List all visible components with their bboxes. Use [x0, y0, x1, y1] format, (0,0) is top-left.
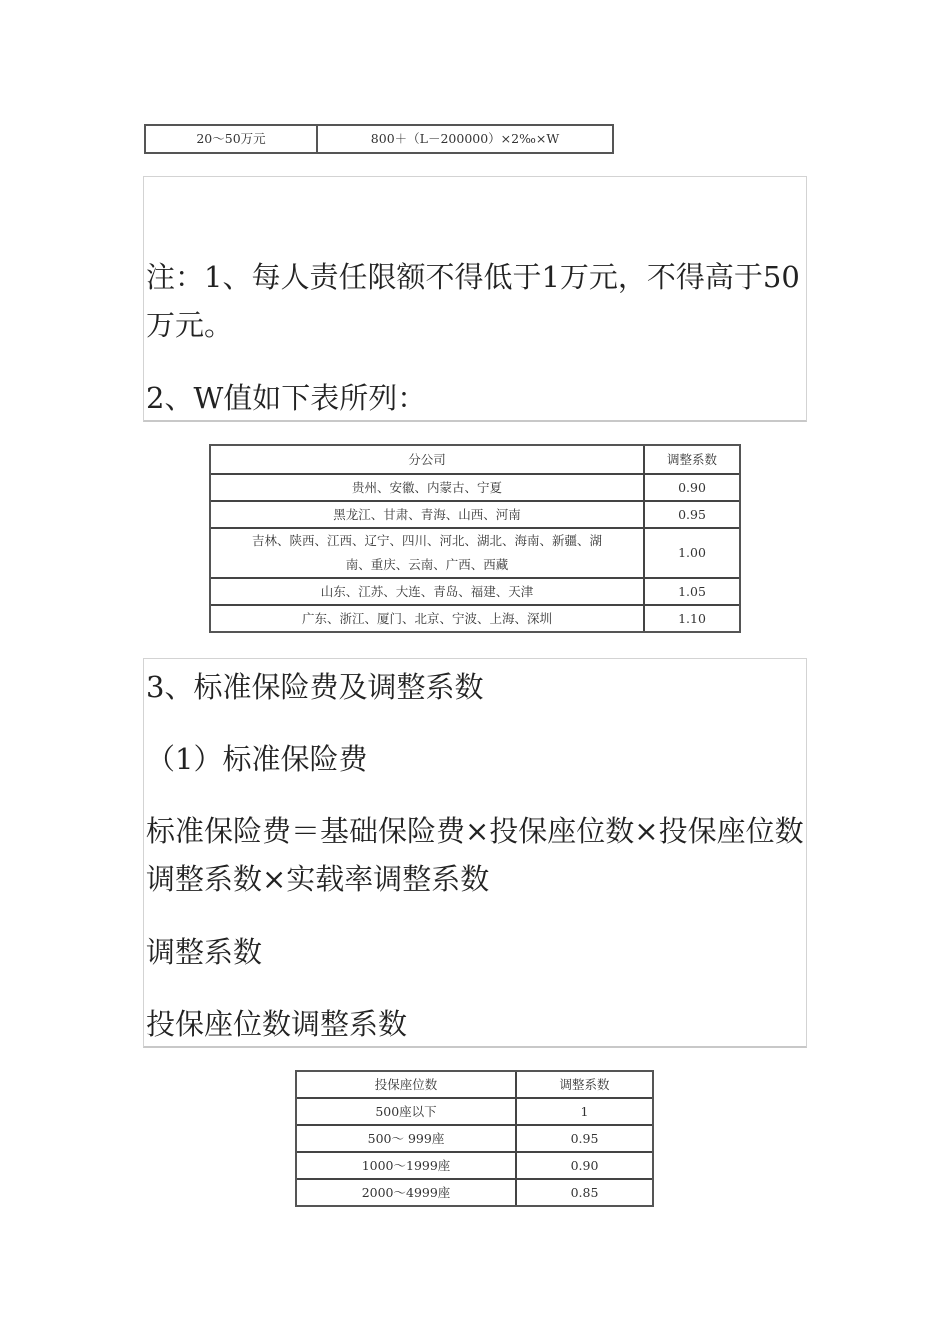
regions-cell: 山东、江苏、大连、青岛、福建、天津 [211, 579, 645, 606]
factor-cell: 1.10 [678, 610, 706, 626]
table-row [211, 606, 739, 631]
column-header-factor: 调整系数 [517, 1072, 652, 1099]
factor-cell: 0.85 [570, 1184, 599, 1200]
note-line-1: 注：1、每人责任限额不得低于1万元，不得高于50 [146, 260, 800, 294]
w-value-table [209, 444, 741, 633]
label-adjustment-factor: 调整系数 [146, 935, 263, 969]
premium-formula-cell: 800＋（L－200000）×2‰×W [370, 131, 560, 146]
regions-line-2: 南、重庆、云南、广西、西藏 [345, 557, 509, 572]
factor-cell: 0.95 [517, 1126, 652, 1153]
seats-cell: 500～ 999座 [297, 1126, 517, 1153]
table-row [297, 1099, 652, 1126]
label-seat-adjustment-factor: 投保座位数调整系数 [146, 1007, 408, 1041]
column-header-seats: 投保座位数 [297, 1072, 517, 1099]
formula-line-1: 标准保险费＝基础保险费×投保座位数×投保座位数 [146, 814, 804, 848]
table-row [211, 529, 739, 579]
regions-cell: 黑龙江、甘肃、青海、山西、河南 [211, 502, 645, 529]
regions-cell: 贵州、安徽、内蒙古、宁夏 [211, 475, 645, 502]
factor-cell: 1 [517, 1099, 652, 1126]
subsection-title: （1）标准保险费 [146, 742, 368, 776]
table-row [297, 1180, 652, 1205]
table-header-row [297, 1072, 652, 1099]
factor-cell: 1.00 [645, 529, 739, 579]
table-row [211, 502, 739, 529]
regions-line-1: 吉林、陕西、江西、辽宁、四川、河北、湖北、海南、新疆、湖 [251, 533, 602, 548]
table-row [211, 579, 739, 606]
regions-cell [211, 529, 645, 579]
column-header-factor: 调整系数 [645, 446, 739, 475]
factor-cell: 0.95 [645, 502, 739, 529]
section-title: 3、标准保险费及调整系数 [146, 670, 484, 704]
regions-cell: 广东、浙江、厦门、北京、宁波、上海、深圳 [211, 606, 645, 631]
seat-factor-table [295, 1070, 654, 1207]
note-block [143, 176, 807, 422]
note-line-2: 万元。 [146, 308, 234, 342]
factor-cell: 0.90 [645, 475, 739, 502]
table-row [146, 126, 612, 152]
table-header-row [211, 446, 739, 475]
seats-cell: 1000～1999座 [297, 1153, 517, 1180]
seats-cell: 2000～4999座 [297, 1180, 517, 1205]
liability-premium-table [144, 124, 614, 154]
table-row [297, 1153, 652, 1180]
factor-cell: 1.05 [645, 579, 739, 606]
seats-cell: 500座以下 [297, 1099, 517, 1126]
formula-line-2: 调整系数×实载率调整系数 [146, 862, 490, 896]
column-header-branch: 分公司 [211, 446, 645, 475]
limit-range-cell: 20～50万元 [146, 126, 318, 152]
section-3-block [143, 658, 807, 1048]
table-row [211, 475, 739, 502]
note-line-3: 2、W值如下表所列： [146, 381, 427, 415]
factor-cell: 0.90 [517, 1153, 652, 1180]
table-row [297, 1126, 652, 1153]
